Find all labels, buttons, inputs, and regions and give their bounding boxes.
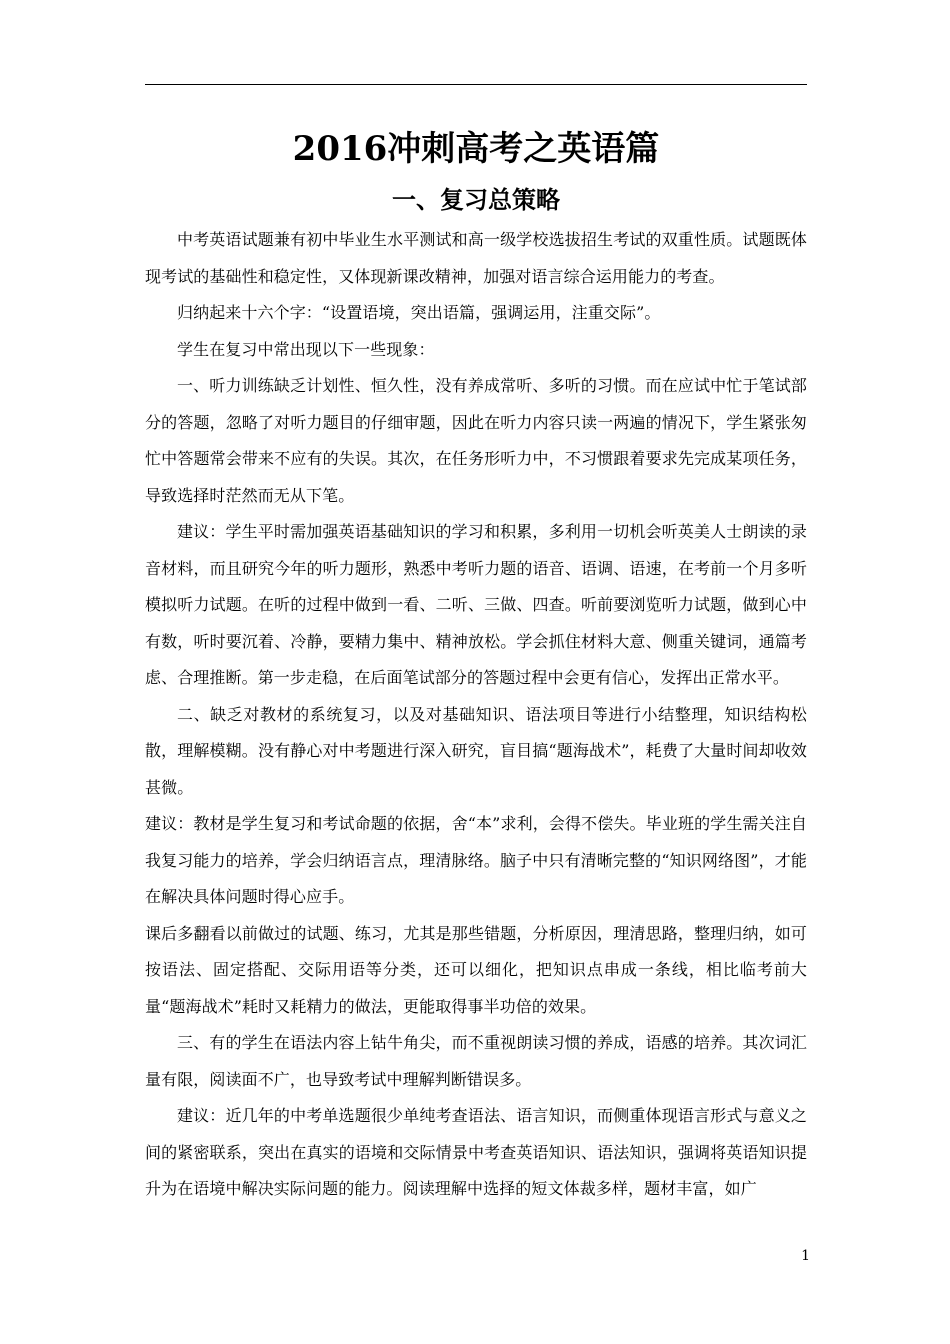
paragraph-suggestion-one: 建议：学生平时需加强英语基础知识的学习和积累，多利用一切机会听英美人士朗读的录音材料，而且研究今年的听力题形，熟悉中考听力题的语音、语调、语速，在考前一个月多听模拟听力试题。在听的过程中做到一看、二听、三做、四查。听前要浏览听力试题，做到心中有数，听时要沉着、冷静，要精力集中、精神放松。学会抓住材料大意、侧重关键词，通篇考虑、合理推断。第一步走稳，在后面笔试部分的答题过程中会更有信心，发挥出正常水平。 <box>145 522 807 687</box>
paragraph-suggestion-two-continued: 课后多翻看以前做过的试题、练习，尤其是那些错题，分析原因，理清思路，整理归纳，如可按语法、固定搭配、交际用语等分类，还可以细化，把知识点串成一条线，相比临考前大量“题海战术”耗时又耗精力的做法，更能取得事半功倍的效果。 <box>145 923 807 1016</box>
section-heading: 一、复习总策略 <box>392 185 560 214</box>
paragraph-issue-three: 三、有的学生在语法内容上钻牛角尖，而不重视朗读习惯的养成，语感的培养。其次词汇量有限，阅读面不广，也导致考试中理解判断错误多。 <box>145 1033 807 1089</box>
document-body <box>145 222 807 1208</box>
paragraph-suggestion-three: 建议：近几年的中考单选题很少单纯考查语法、语言知识，而侧重体现语言形式与意义之间的紧密联系，突出在真实的语境和交际情景中考查英语知识、语法知识，强调将英语知识提升为在语境中解决实际问题的能力。阅读理解中选择的短文体裁多样，题材丰富，如广 <box>145 1106 807 1198</box>
paragraph-intro: 中考英语试题兼有初中毕业生水平测试和高一级学校选拔招生考试的双重性质。试题既体现考试的基础性和稳定性，又体现新课改精神，加强对语言综合运用能力的考查。 <box>145 230 807 286</box>
paragraph-issue-one: 一、听力训练缺乏计划性、恒久性，没有养成常听、多听的习惯。而在应试中忙于笔试部分的答题，忽略了对听力题目的仔细审题，因此在听力内容只读一两遍的情况下，学生紧张匆忙中答题常会带来不应有的失误。其次，在任务形听力中，不习惯跟着要求先完成某项任务，导致选择时茫然而无从下笔。 <box>145 376 807 505</box>
paragraph-phenomena-intro: 学生在复习中常出现以下一些现象： <box>177 339 435 359</box>
paragraph-summary: 归纳起来十六个字：“设置语境，突出语篇，强调运用，注重交际”。 <box>177 303 661 322</box>
paragraph-issue-two: 二、缺乏对教材的系统复习，以及对基础知识、语法项目等进行小结整理，知识结构松散，理解模糊。没有静心对中考题进行深入研究，盲目搞“题海战术”，耗费了大量时间却收效甚微。 <box>145 704 807 797</box>
header-rule <box>145 84 807 85</box>
paragraph-suggestion-two: 建议：教材是学生复习和考试命题的依据，舍“本”求利，会得不偿失。毕业班的学生需关注自我复习能力的培养，学会归纳语言点，理清脉络。脑子中只有清晰完整的“知识网络图”，才能在解决具体问题时得心应手。 <box>145 814 807 906</box>
document-title: 2016冲刺高考之英语篇 <box>292 129 660 169</box>
page-number: 1 <box>801 1248 810 1264</box>
